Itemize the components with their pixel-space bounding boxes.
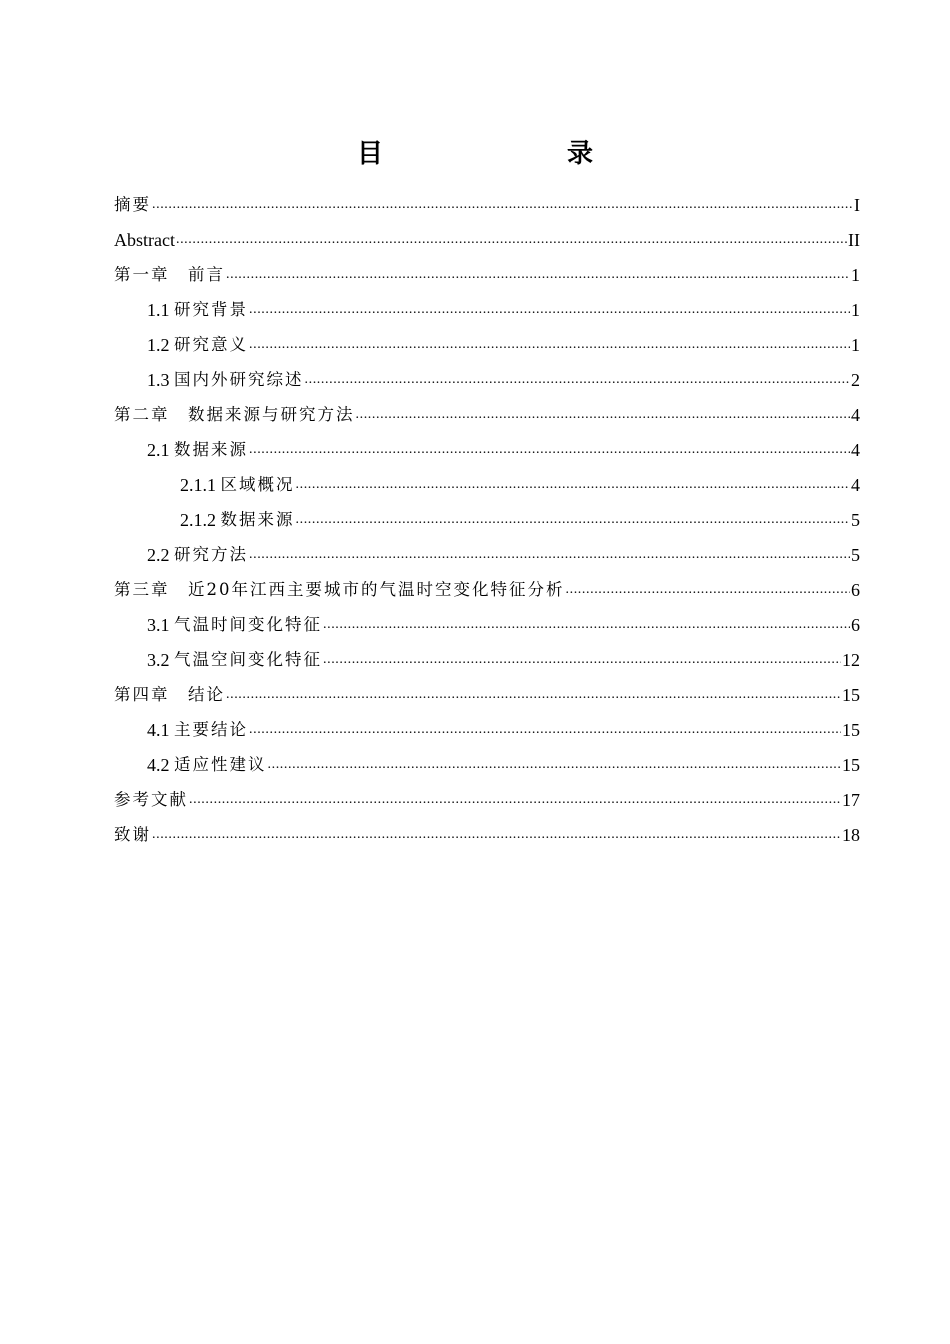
toc-entry-number: 4.2 xyxy=(147,755,174,775)
toc-title: 目 录 xyxy=(356,139,637,169)
toc-entry-number: 4.1 xyxy=(147,720,174,740)
toc-entry-page: 6 xyxy=(851,615,860,635)
toc-entry-text: 数据来源 xyxy=(174,440,248,459)
toc-leader-dots xyxy=(296,508,851,532)
toc-entry-page: 15 xyxy=(842,755,860,775)
toc-entry-text: 摘要 xyxy=(114,195,151,214)
toc-entry-number: 3.1 xyxy=(147,615,174,635)
toc-entry-page: I xyxy=(854,195,860,215)
toc-entry-2-1[interactable] xyxy=(114,427,860,462)
toc-entry-abstract-cn[interactable] xyxy=(114,182,860,217)
toc-leader-dots xyxy=(249,333,850,357)
toc-entry-page: 15 xyxy=(842,685,860,705)
toc-entry-number: 1.1 xyxy=(147,300,174,320)
toc-leader-dots xyxy=(152,823,841,847)
toc-entry-page: 15 xyxy=(842,720,860,740)
toc-entry-text: 数据来源 xyxy=(220,510,295,529)
toc-entry-text: 区域概况 xyxy=(220,475,295,494)
toc-leader-dots xyxy=(249,298,850,322)
toc-entry-number: 2.1.1 xyxy=(180,475,221,495)
toc-entry-page: 1 xyxy=(851,265,860,285)
toc-entry-text: 第一章 前言 xyxy=(114,265,225,284)
toc-entry-4-1[interactable] xyxy=(114,707,860,742)
toc-entry-abstract-en[interactable] xyxy=(114,217,860,252)
toc-leader-dots xyxy=(249,718,841,742)
toc-leader-dots xyxy=(226,683,841,707)
toc-entry-page: 4 xyxy=(851,405,860,425)
toc-entry-chapter-2[interactable] xyxy=(114,392,860,427)
toc-entry-number: 1.3 xyxy=(147,370,174,390)
toc-entry-1-2[interactable] xyxy=(114,322,860,357)
toc-entry-1-1[interactable] xyxy=(114,287,860,322)
toc-leader-dots xyxy=(226,263,850,287)
toc-entry-text: 主要结论 xyxy=(174,720,248,739)
toc-entry-text: 第二章 数据来源与研究方法 xyxy=(114,405,355,424)
toc-leader-dots xyxy=(249,438,850,462)
toc-entry-chapter-4[interactable] xyxy=(114,672,860,707)
toc-entry-page: 5 xyxy=(851,545,860,565)
toc-entry-page: 18 xyxy=(842,825,860,845)
toc-entry-number: 2.2 xyxy=(147,545,174,565)
toc-leader-dots xyxy=(305,368,851,392)
toc-entry-page: 12 xyxy=(842,650,860,670)
toc-leader-dots xyxy=(189,788,841,812)
toc-entry-chapter-3[interactable] xyxy=(114,567,860,602)
toc-entry-number: 3.2 xyxy=(147,650,174,670)
toc-entry-page: 17 xyxy=(842,790,860,810)
toc-entry-text: 国内外研究综述 xyxy=(174,370,304,389)
toc-entry-2-2[interactable] xyxy=(114,532,860,567)
toc-entry-text: 研究方法 xyxy=(174,545,248,564)
toc-entry-number: 1.2 xyxy=(147,335,174,355)
toc-entry-text: 研究背景 xyxy=(174,300,248,319)
toc-entry-number: Abstract xyxy=(114,230,175,250)
toc-leader-dots xyxy=(323,613,850,637)
toc-leader-dots xyxy=(296,473,851,497)
toc-entry-4-2[interactable] xyxy=(114,742,860,777)
toc-entry-references[interactable] xyxy=(114,777,860,812)
toc-entry-text: 参考文献 xyxy=(114,790,188,809)
toc-entry-number: 2.1 xyxy=(147,440,174,460)
toc-entry-page: 5 xyxy=(851,510,860,530)
toc-entry-acknowledgements[interactable] xyxy=(114,812,860,847)
toc-leader-dots xyxy=(356,403,851,427)
toc-leader-dots xyxy=(323,648,841,672)
toc-entry-text: 研究意义 xyxy=(174,335,248,354)
toc-entry-2-1-2[interactable] xyxy=(114,497,860,532)
toc-entry-text: 气温空间变化特征 xyxy=(174,650,322,669)
toc-entry-text: 适应性建议 xyxy=(174,755,267,774)
toc-leader-dots xyxy=(249,543,850,567)
toc-entry-3-1[interactable] xyxy=(114,602,860,637)
toc-entry-page: 1 xyxy=(851,300,860,320)
toc-entry-page: 4 xyxy=(851,475,860,495)
toc-leader-dots xyxy=(176,228,847,252)
toc-entry-3-2[interactable] xyxy=(114,637,860,672)
toc-entry-text: 第四章 结论 xyxy=(114,685,225,704)
toc-entry-page: II xyxy=(848,230,860,250)
toc-leader-dots xyxy=(152,193,853,217)
toc-entry-1-3[interactable] xyxy=(114,357,860,392)
toc-entry-text: 第三章 近20年江西主要城市的气温时空变化特征分析 xyxy=(114,580,565,599)
toc-entry-page: 6 xyxy=(851,580,860,600)
toc-entry-text: 致谢 xyxy=(114,825,151,844)
toc-entry-page: 1 xyxy=(851,335,860,355)
toc-entry-text: 气温时间变化特征 xyxy=(174,615,322,634)
toc-entry-2-1-1[interactable] xyxy=(114,462,860,497)
toc-entry-page: 2 xyxy=(851,370,860,390)
toc-leader-dots xyxy=(268,753,842,777)
toc-entry-page: 4 xyxy=(851,440,860,460)
table-of-contents xyxy=(114,182,860,847)
toc-entry-number: 2.1.2 xyxy=(180,510,221,530)
toc-entry-chapter-1[interactable] xyxy=(114,252,860,287)
toc-leader-dots xyxy=(566,578,851,602)
